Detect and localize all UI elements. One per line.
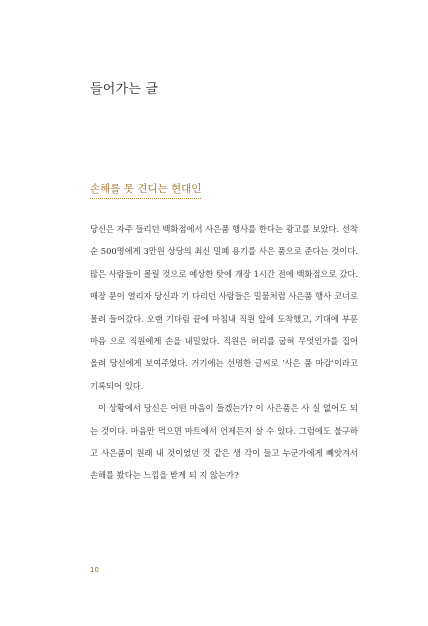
paragraph-line: 오랜 기다림 끝에 마침내 직원 앞에 도착했고, 기대에 부푼 마음 bbox=[90, 313, 358, 347]
paragraph-line: 각이 들고 누군가에게 빼앗겨서 손해를 봤다는 느낌을 받게 되 bbox=[90, 448, 359, 481]
paragraph-1 bbox=[90, 218, 358, 397]
paragraph-line: 지 않는가? bbox=[199, 470, 239, 481]
paragraph-line: 품으로 준다는 것이다. 많은 사람들이 몰릴 것으로 예상한 탓에 bbox=[90, 246, 359, 279]
paragraph-line: 실 없어도 되는 것이다. 마음만 먹으면 마트에서 언제든지 살 수 bbox=[90, 403, 359, 436]
paragraph-line: 으로 직원에게 손을 내밀었다. 직원은 허리를 굽혀 무엇인가를 bbox=[109, 336, 339, 347]
body-text bbox=[90, 218, 358, 487]
paragraph-2 bbox=[90, 397, 358, 487]
paragraph-line: 있다. 그럼에도 불구하고 사은품이 원래 내 것이었던 것 같은 생 bbox=[90, 425, 358, 459]
page-number: 10 bbox=[90, 566, 99, 574]
paragraph-line: 당신은 자주 들리던 백화점에서 사은품 행사를 한다는 광고를 bbox=[90, 224, 310, 234]
paragraph-line: 이 상황에서 당신은 어떤 마음이 들겠는가? 이 사은품은 사 bbox=[98, 403, 310, 414]
paragraph-line: 보았다. 선착순 500명에게 3만원 상당의 최신 밀폐 용기를 사은 bbox=[90, 224, 358, 257]
paragraph-line: 품 마감'이라고 기록되어 있다. bbox=[90, 358, 358, 391]
section-heading: 손해를 못 견디는 현대인 bbox=[90, 181, 201, 199]
paragraph-line: 개장 1시간 전에 백화점으로 갔다. 매장 문이 열리자 당신과 기 bbox=[90, 268, 358, 302]
paragraph-line: 다리던 사람들은 밀물처럼 사은품 행사 코너로 몰려 들어갔다. bbox=[90, 291, 359, 324]
chapter-title: 들어가는 글 bbox=[90, 82, 159, 97]
paragraph-line: 집어 올려 당신에게 보여주었다. 거기에는 선명한 글씨로 '사은 bbox=[90, 336, 359, 369]
